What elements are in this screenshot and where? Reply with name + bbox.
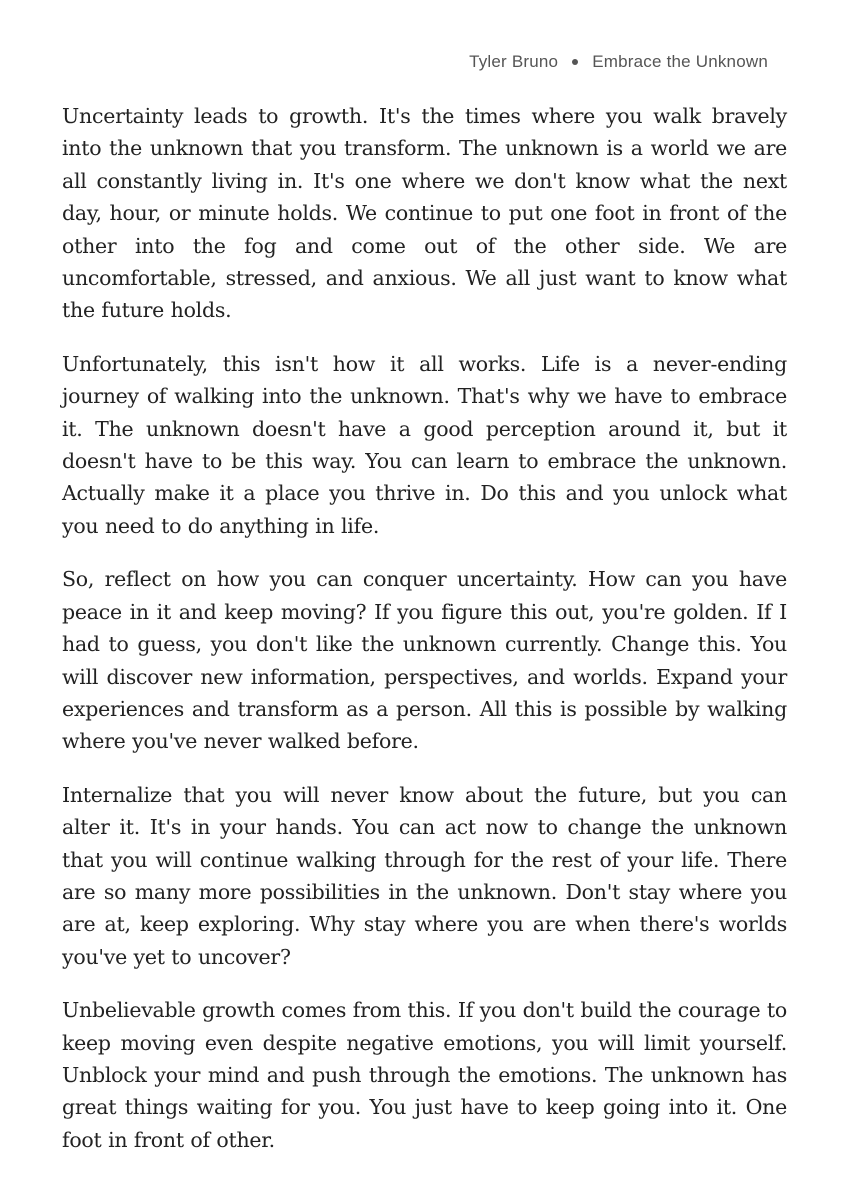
- paragraph-5: Unbelievable growth comes from this. If you don't build the courage to keep moving even despite negative emotions, you will limit yourself. Unblock your mind and push through the emotions. The unknown has great things waiting for you. You just have to keep going into it. One foot in front of other.: [62, 998, 787, 1152]
- running-header: [469, 52, 768, 72]
- header-title: Embrace the Unknown: [592, 52, 768, 71]
- paragraph-3: So, reflect on how you can conquer uncertainty. How can you have peace in it and keep moving? If you figure this out, you're golden. If I had to guess, you don't like the unknown currently. Change this. You will discover new information, perspectives, and worlds. Expand your experiences and transform as a person. All this is possible by walking where you've never walked before.: [62, 567, 787, 754]
- header-author: Tyler Bruno: [469, 52, 559, 71]
- bullet-separator-icon: [572, 59, 578, 65]
- paragraph-1: Uncertainty leads to growth. It's the times where you walk bravely into the unknown that you transform. The unknown is a world we are all constantly living in. It's one where we don't know what the next day, hour, or minute holds. We continue to put one foot in front of the other into the fog and come out of the other side. We are uncomfortable, stressed, and anxious. We all just want to know what the future holds.: [62, 104, 787, 323]
- body-text: [62, 100, 787, 1177]
- paragraph-2: Unfortunately, this isn't how it all works. Life is a never-ending journey of walking into the unknown. That's why we have to embrace it. The unknown doesn't have a good perception around it, but it doesn't have to be this way. You can learn to embrace the unknown. Actually make it a place you thrive in. Do this and you unlock what you need to do anything in life.: [62, 351, 787, 538]
- paragraph-4: Internalize that you will never know about the future, but you can alter it. It's in your hands. You can act now to change the unknown that you will continue walking through for the rest of your life. There are so many more possibilities in the unknown. Don't stay where you are at, keep exploring. Why stay where you are when there's worlds you've yet to uncover?: [62, 782, 787, 969]
